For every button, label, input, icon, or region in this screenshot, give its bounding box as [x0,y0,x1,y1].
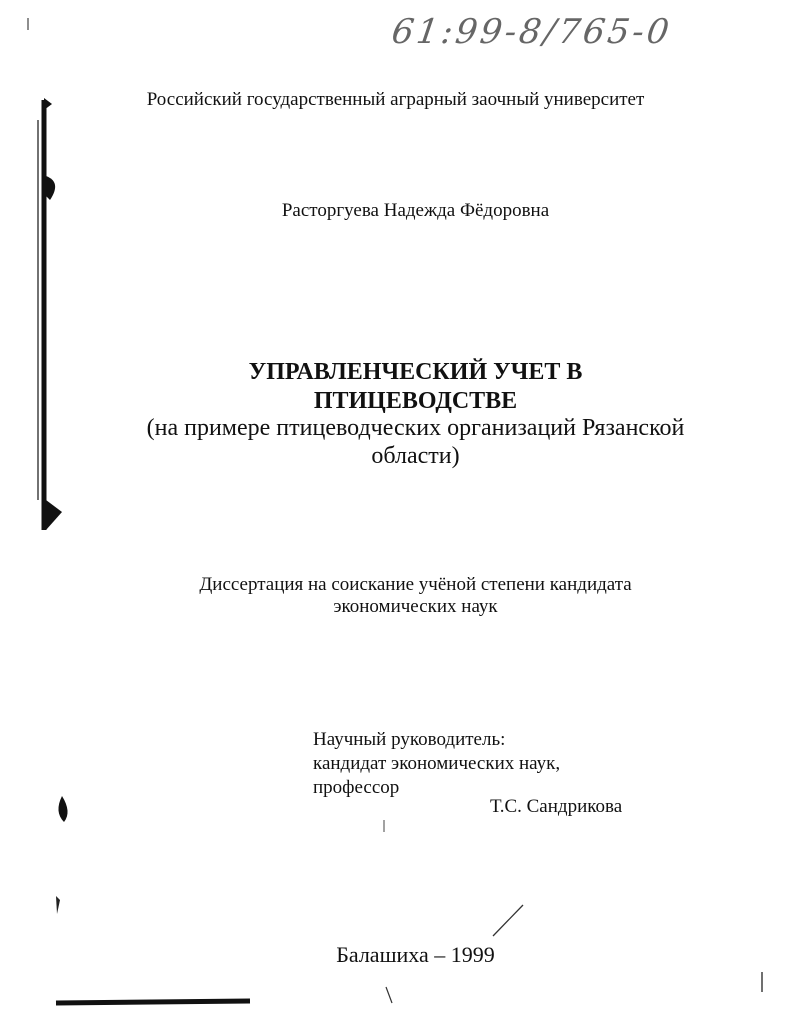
degree-statement-line-1: Диссертация на соискание учёной степени кандидата [199,574,632,595]
thesis-title [0,358,791,416]
pen-stroke-3 [386,987,392,1003]
thesis-title-line-2: ПТИЦЕВОДСТВЕ [313,388,518,414]
university-name: Российский государственный аграрный заочный университет [146,89,645,110]
supervisor-rank: профессор [313,777,400,798]
degree-statement-line-2: экономических наук [333,596,498,617]
scan-blot-5 [56,896,60,914]
scan-blot-3 [46,500,62,530]
supervisor-degree: кандидат экономических наук, [313,753,561,774]
thesis-subtitle-line-1: (на примере птицеводческих организаций Рязанской [146,415,685,441]
city-and-year: Балашиха – 1999 [336,942,495,967]
supervisor-label: Научный руководитель: [313,729,506,750]
supervisor-name: Т.С. Сандрикова [490,796,623,817]
archive-handwritten-number: 61:99-8/765-0 [389,12,675,52]
author-name: Расторгуева Надежда Фёдоровна [281,200,550,221]
thesis-subtitle-line-2: области) [371,443,460,469]
scan-blot-4 [58,796,67,822]
thesis-subtitle [0,414,791,470]
supervisor-block [313,728,560,800]
degree-statement [0,574,791,618]
pen-stroke-2 [493,905,523,936]
scan-bottom-bar [56,1001,250,1003]
scan-blot-2 [46,176,55,200]
thesis-title-line-1: УПРАВЛЕНЧЕСКИЙ УЧЕТ В [248,359,583,385]
